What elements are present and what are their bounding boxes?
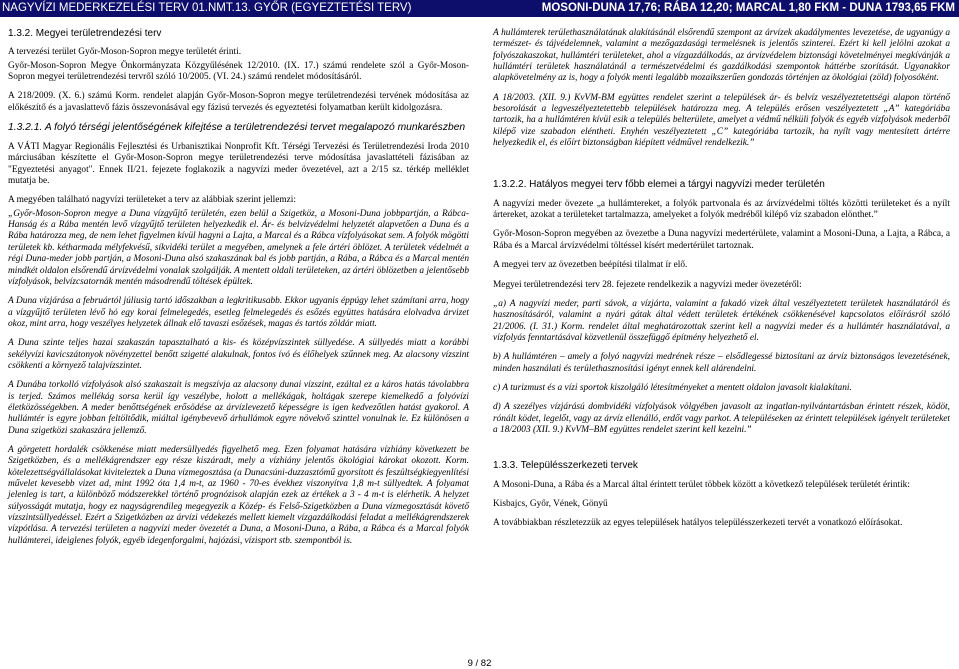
quote-paragraph: A görgetett hordalék csökkenése miatt medersüllyedés figyelhető meg. Ezen folyamat hatására vízhiány következett be Szigetközben, és a mellékágrendszer egy része kiszáradt, mely a vízhiány jelentős ökológiai károkat okozott. Korm. kötelezettségvállalásokat kiviteleztek a Duna vízmegosztása (a Dunacsúni-duzzasztómű gyorsított és feszültségkiegyenlítési művelet kevesebb vizet ad, mint 1992 óta 1,4 m-t, az 1960 - 70-es évekhez viszonyítva 1,8 m-t süllyedtek. A folyamat jelenleg is tart, a különböző módszerekkel történő prognózisok alapján ezek az értékek a 3 - 4 m-t is elérhetik. A helyzet súlyosságát mutatja, hogy ez nagyságrendileg megegyezik a Közép- és Felső-Szigetközben a Duna vízmegosztását követő vízszintsüllyedéssel. Ezért a Szigetközben az árvízi védekezés mellett kiemelt vízgazdálkodási feladat a mellékágrendszerek vízpótlása. A tervezési területen a nagyvízi meder övezetét a Duna, a Mosoni-Duna, a Rába, a Rábca és a Marcal folyók hullámterei, ideiglenes folyók, egyéb idegenforgalmi, hajózási, vízisport stb. szempontból is.	[8, 444, 469, 546]
quote-paragraph: b) A hullámtéren – amely a folyó nagyvízi medrének része – elsődlegessé biztosítani az árvíz biztonságos levezetésének, minden használati és területhasznosítási igényt ennek kell alárendelni.	[493, 352, 950, 374]
paragraph: A tervezési terület Győr-Moson-Sopron megye területét érinti.	[8, 47, 242, 58]
header-right: MOSONI-DUNA 17,76; RÁBA 12,20; MARCAL 1,80 FKM - DUNA 1793,65 FKM	[541, 2, 955, 14]
quote-paragraph: d) A szezélyes vízjárású dombvidéki vízfolyások völgyében javasolt az ingatlan-nyilvántartásban érintett részek, ködöt, rónált ködet, legelőt, vagy az árvíz ellenálló, erdőt vagy parkot. A településeken az érintett települések igényelt területeket a 18/2003 (XII. 9.) KvVM–BM együttes rendelet szerint kell kezelni.”	[493, 402, 950, 435]
quote-paragraph: A Duna szinte teljes hazai szakaszán tapasztalható a kis- és középvízszintek süllyedése. A süllyedés miatt a korábbi sekélyvízi kavicszátonyok növényzettel benőtt szigetté alakulnak, fontos ívó és élőhelyek szűnnek meg. Az alacsony vízszint csökkenti a környező talajvízszintet.	[8, 338, 469, 371]
paragraph: Megyei területrendezési terv 28. fejezete rendelkezik a nagyvízi meder övezetéről:	[493, 279, 802, 290]
paragraph: A Mosoni-Duna, a Rába és a Marcal által érintett terület többek között a következő települések területét érintik:	[493, 479, 910, 490]
paragraph: A megyei terv az övezetben beépítési tilalmat ír elő.	[493, 260, 688, 271]
header-left: NAGYVÍZI MEDERKEZELÉSI TERV 01.NMT.13. GYŐR (EGYEZTETÉSI TERV)	[2, 2, 412, 14]
quote-paragraph: „a) A nagyvízi meder, parti sávok, a vízjárta, valamint a fakadó vizek által veszélyeztetett területek használatáról és hasznosításáról, valamint a nyári gátak által védett területek értékének csökkenésével kapcsolatos előírásról szóló 21/2006. (I. 31.) Korm. rendelet által meghatározottak szerint kell a nagyvízi meder és a hullámtér használatával, a vízfolyás fenntartásával közvetlenül összefüggő építmény helyezhető el.	[493, 298, 950, 343]
right-column	[493, 28, 950, 538]
left-column	[8, 28, 469, 555]
subsection-heading: 1.3.2.1. A folyó térségi jelentőségének kifejtése a területrendezési tervet megalapozó munkarészben	[8, 122, 466, 134]
quote-paragraph: c) A turizmust és a vízi sportok kiszolgáló létesítményeket a mentett oldalon javasolt kialakítani.	[493, 382, 852, 393]
page-number: 9 / 82	[467, 658, 492, 669]
section-heading: 1.3.2.2. Hatályos megyei terv főbb elemei a tárgyi nagyvízi meder területén	[493, 179, 825, 191]
quote-paragraph: A Duna vízjárása a februártól júliusig tartó időszakban a legkritikusabb. Ekkor ugyanis éppúgy lehet számítani arra, hogy a vízgyűjtő területen lévő hó egy korai felmelegedés, esetleg felmelegedés és esőzés együttes hatására elolvadva árvizet okoz, mint arra, hogy veszélyes helyzetek állnak elő tavaszi esőzések, magas és tartós zöldár miatt.	[8, 296, 469, 329]
paragraph: A továbbiakban részletezzük az egyes települések hatályos településszerkezeti tervét a vonatkozó előírásokat.	[493, 518, 903, 529]
running-header	[0, 0, 959, 17]
quote-paragraph: A Dunába torkolló vízfolyások alsó szakaszait is megszívja az alacsony dunai vízszint, ezáltal ez a káros hatás távolabbra is terjed. Számos mellékág sorsa kerül így veszélybe, holott a mellékágak, holtágak szerepe kiemelkedő a folyóvízi életközösségekben. A meder benőttségének erősödése az árvízlevezető képességre is igen kedvezőtlen hatást gyakorol. A hullámtér is egyre jobban feltöltődik, miáltal igénybevevő árhullámok egyre növekvő szinttel vonulnak le. Ez különösen a Duna szigetközi szakaszára jellemző.	[8, 380, 469, 436]
section-heading: 1.3.2. Megyei területrendezési terv	[8, 28, 162, 39]
quote-paragraph: „Győr-Moson-Sopron megye a Duna vízgyűjtő területén, ezen belül a Szigetköz, a Mosoni-Duna jobbpartján, a Rábca-Hanság és a Rába mentén levő vízgyűjtő területen helyezkedik el. Ár- és belvízvédelmi helyzetét alapvetően a Duna és a Rába határozza meg, de nem lehet figyelmen kívül hagyni a Lajta, a Marcal és a Rábca vízfolyásokat sem. A folyók mögötti területek kb. kétharmada mélyfekvésű, síkvidéki terület a megyében, amelynek a fele ártéri öblözet. A területek védelmét a régi Duna-meder jobb partján, a Mosoni-Duna alsó szakaszának bal és jobb partján, a Rába, a Rábca és a Marcal mentén mindkét oldalon elsőrendű árvízvédelmi vonalak szolgálják. A mentett oldali területeken, az ártéri öblözetben a jelentősebb vízfolyások, belvízcsatornák mentén másodrendű töltések épültek.	[8, 208, 469, 287]
paragraph: A megyében található nagyvízi területeket a terv az alábbiak szerint jellemzi:	[8, 195, 296, 206]
paragraph: Győr-Moson-Sopron megyében az övezetbe a Duna nagyvízi medertérülete, valamint a Mosoni-Duna, a Lajta, a Rábca, a Rába és a Marcal árvízvédelmi töltéssel kísért medertérület tartoznak.	[493, 229, 950, 251]
paragraph: A 218/2009. (X. 6.) számú Korm. rendelet alapján Győr-Moson-Sopron megye területrendezési tervének módosítása az előkészítő és a javaslattevő fázis összevonásával egy fázisú tervezés és egyeztetési folyamatban került kidolgozásra.	[8, 91, 469, 113]
paragraph: A nagyvízi meder övezete „a hullámtereket, a folyók partvonala és az árvízvédelmi töltés közötti területeket és a nyílt ártereket, azokat a területeket tartalmazza, amelyeket a folyók medréből kilépő víz szabadon elönthet.”	[493, 198, 950, 221]
quote-paragraph: A hullámterek területhasználatának alakításánál elsőrendű szempont az árvízek akadálymentes levezetése, de ugyanúgy a természet- és tájvédelemnek, valamint a mezőgazdasági termelésnek is jelentős szinterei. Ezért ki kell jelölni azokat a folyószakaszokat, hullámtéri területeket, ahol a vízgazdálkodás, az árvízvédelem biztonsági követelményei megkívánják a hullámtéri területek használatánál a természetvédelmi és gazdálkodási szempontok háttérbe szorítását. Ugyanakkor alapkövetelmény az is, hogy a folyók menti legalább mozaikszerűen gondozás történjen az ökológiai (zöld) folyosóként.	[493, 28, 950, 84]
paragraph: A VÁTI Magyar Regionális Fejlesztési és Urbanisztikai Nonprofit Kft. Térségi Tervezési és Területrendezési Iroda 2010 márciusában készítette el Győr-Moson-Sopron megye területrendezési terve módosítása javaslattételi fázisában az "Egyeztetési anyagot". Ennek II/21. fejezete foglakozik a nagyvízi meder övezetével, azt a 2/15 sz. térkép melléklet mutatja be.	[8, 142, 469, 187]
paragraph: Kisbajcs, Győr, Vének, Gönyű	[493, 498, 608, 509]
quote-paragraph: A 18/2003. (XII. 9.) KvVM-BM együttes rendelet szerint a települések ár- és belvíz veszélyeztetettségi alapon történő besorolását a legveszélyeztetettebb települések határozza meg. A település erősen veszélyeztetett „A” kategóriába tartozik, ha a hullámtéren kívül esik a település belterülete, amelyet a védmű nélküli folyók és egyéb vízfolyások mederből kilépő vize szabadon eléntheti. Enyhén veszélyeztetett „C” kategóriába tartozik, ha nyílt vagy mentesített ártérre helyezkedik el, és előírt biztonságban kiépített védművel rendelkezik.”	[493, 92, 950, 149]
paragraph: Győr-Moson-Sopron Megye Önkormányzata Közgyűlésének 12/2010. (IX. 17.) számú rendelete szól a Győr-Moson-Sopron megyei területrendezési tervről szóló 10/2005. (VI. 24.) számú rendelet módosításáról.	[8, 60, 469, 83]
section-heading: 1.3.3. Településszerkezeti tervek	[493, 460, 638, 472]
